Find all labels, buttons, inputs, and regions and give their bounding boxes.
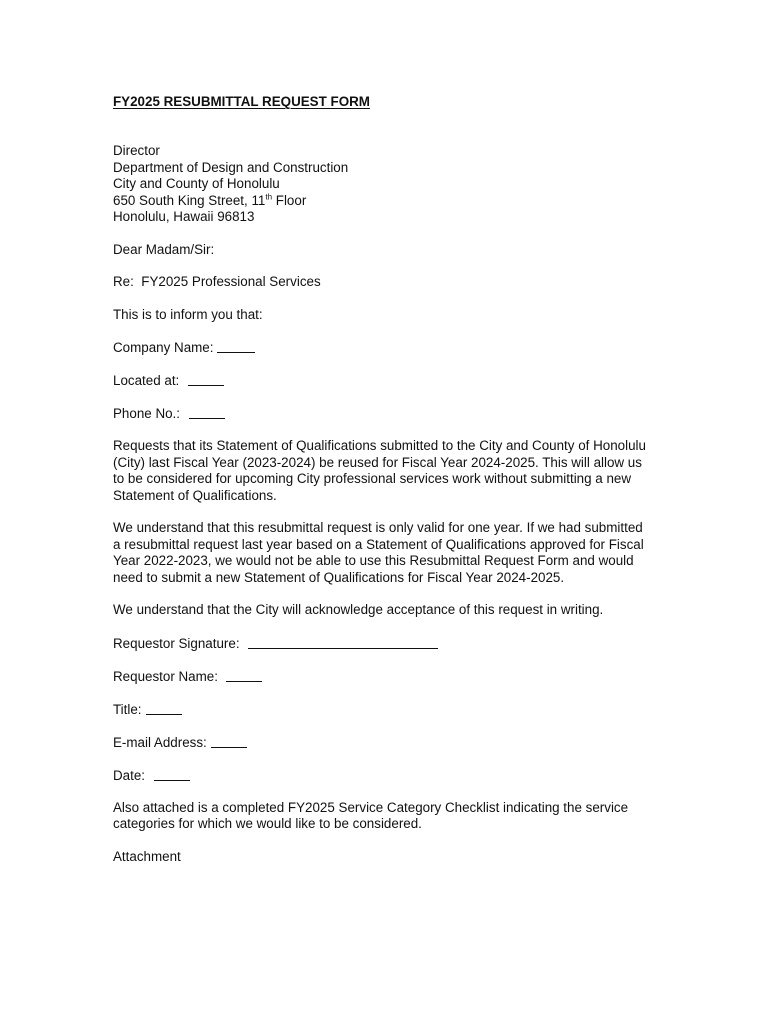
title-field <box>113 701 653 718</box>
date-label: Date: <box>113 767 146 783</box>
paragraph-acknowledge: We understand that the City will acknowledge acceptance of this request in writing. <box>113 602 604 617</box>
phone-label: Phone No.: <box>113 406 180 421</box>
requestor-signature-field <box>113 635 653 652</box>
requestor-signature-blank[interactable] <box>248 636 438 649</box>
title-label: Title: <box>113 701 142 717</box>
company-name-field <box>113 339 653 356</box>
title-blank[interactable] <box>146 702 182 715</box>
intro-text: This is to inform you that: <box>113 306 263 322</box>
email-label: E-mail Address: <box>113 734 207 750</box>
date-field <box>113 767 653 784</box>
address-line-5: Honolulu, Hawaii 96813 <box>113 209 255 224</box>
company-name-blank[interactable] <box>217 340 255 353</box>
requestor-signature-label: Requestor Signature: <box>113 635 240 651</box>
form-page <box>113 93 653 865</box>
requestor-name-field <box>113 668 653 685</box>
email-blank[interactable] <box>211 735 247 748</box>
address-line-2: Department of Design and Construction <box>113 159 349 175</box>
phone-field <box>113 405 653 422</box>
address-line-4 <box>113 193 653 210</box>
requestor-name-blank[interactable] <box>226 669 262 682</box>
ordinal-suffix: th <box>265 192 273 202</box>
company-name-label: Company Name: <box>113 340 214 355</box>
paragraph-reuse-request: Requests that its Statement of Qualifications submitted to the City and County of Honolulu (City) last Fiscal Year (2023-2024) be reused for Fiscal Year 2024-2025. This will allow us to be considered for upcoming City professional services work without submitting a new Statement of Qualifications. <box>113 438 646 503</box>
address-line-1: Director <box>113 143 160 158</box>
form-title: FY2025 RESUBMITTAL REQUEST FORM <box>113 94 370 109</box>
salutation: Dear Madam/Sir: <box>113 241 215 257</box>
requestor-name-label: Requestor Name: <box>113 668 218 684</box>
street-text: 650 South King Street, 11 <box>113 192 266 208</box>
paragraph-validity: We understand that this resubmittal request is only valid for one year. If we had submitted a resubmittal request last year based on a Statement of Qualifications approved for Fiscal Year 2022-2023, we would not be able to use this Resubmittal Request Form and would need to submit a new Statement of Qualifications for Fiscal Year 2024-2025. <box>113 520 644 585</box>
attachment-label: Attachment <box>113 848 181 864</box>
recipient-address <box>113 143 653 226</box>
located-at-label: Located at: <box>113 373 180 388</box>
re-line: Re: FY2025 Professional Services <box>113 274 321 289</box>
located-at-blank[interactable] <box>188 373 224 386</box>
paragraph-attachment-note: Also attached is a completed FY2025 Service Category Checklist indicating the service categories for which we would like to be considered. <box>113 799 629 831</box>
address-line-3: City and County of Honolulu <box>113 176 280 191</box>
date-blank[interactable] <box>154 768 190 781</box>
floor-text: Floor <box>272 192 307 208</box>
phone-blank[interactable] <box>189 406 225 419</box>
located-at-field <box>113 372 653 389</box>
email-field <box>113 734 653 751</box>
